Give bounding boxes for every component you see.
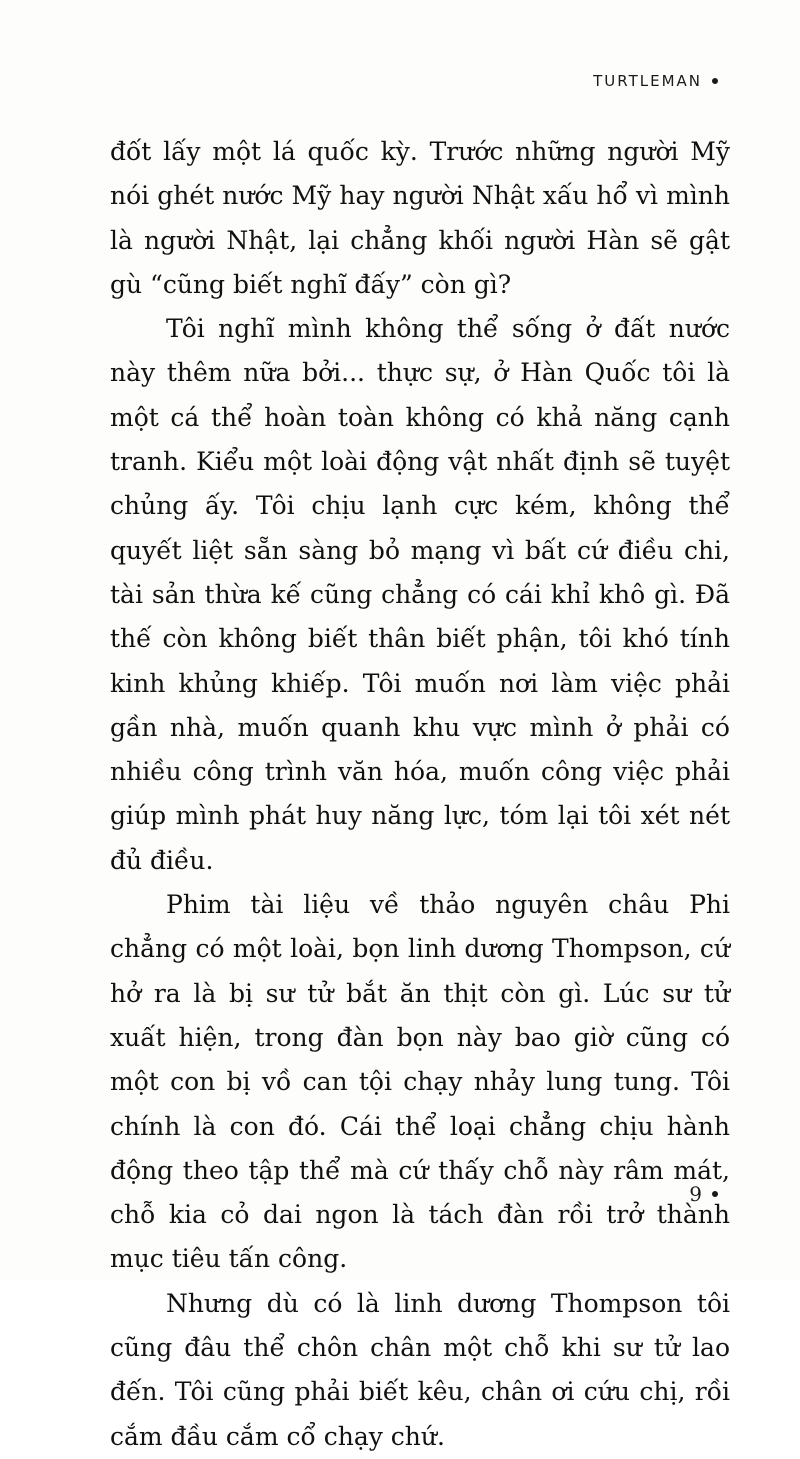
running-header [593, 72, 718, 90]
running-title: TURTLEMAN [593, 72, 702, 90]
paragraph: Nhưng dù có là linh dương Thompson tôi cũng đâu thể chôn chân một chỗ khi sư tử lao đến. Tôi cũng phải biết kêu, chân ơi cứu chị, rồi cắm đầu cắm cổ chạy chứ. [110, 1288, 730, 1451]
header-bullet-icon [712, 78, 718, 84]
paragraph: Phim tài liệu về thảo nguyên châu Phi chẳng có một loài, bọn linh dương Thompson, cứ hở ra là bị sư tử bắt ăn thịt còn gì. Lúc sư tử xuất hiện, trong đàn bọn này bao giờ cũng có một con bị vồ can tội chạy nhảy lung tung. Tôi chính là con đó. Cái thể loại chẳng chịu hành động theo tập thể mà cứ thấy chỗ này râm mát, chỗ kia cỏ dai ngon là tách đàn rồi trở thành mục tiêu tấn công. [110, 890, 730, 1274]
body-text [110, 130, 730, 1459]
page-number: 9 [689, 1182, 702, 1206]
page-footer [689, 1182, 718, 1206]
paragraph-continued: đốt lấy một lá quốc kỳ. Trước những người Mỹ nói ghét nước Mỹ hay người Nhật xấu hổ vì mình là người Nhật, lại chẳng khối người Hàn sẽ gật gù “cũng biết nghĩ đấy” còn gì? [110, 137, 730, 299]
paragraph: Tôi nghĩ mình không thể sống ở đất nước này thêm nữa bởi... thực sự, ở Hàn Quốc tôi là một cá thể hoàn toàn không có khả năng cạnh tranh. Kiểu một loài động vật nhất định sẽ tuyệt chủng ấy. Tôi chịu lạnh cực kém, không thể quyết liệt sẵn sàng bỏ mạng vì bất cứ điều chi, tài sản thừa kế cũng chẳng có cái khỉ khô gì. Đã thế còn không biết thân biết phận, tôi khó tính kinh khủng khiếp. Tôi muốn nơi làm việc phải gần nhà, muốn quanh khu vực mình ở phải có nhiều công trình văn hóa, muốn công việc phải giúp mình phát huy năng lực, tóm lại tôi xét nét đủ điều. [110, 314, 730, 875]
footer-bullet-icon [712, 1191, 718, 1197]
